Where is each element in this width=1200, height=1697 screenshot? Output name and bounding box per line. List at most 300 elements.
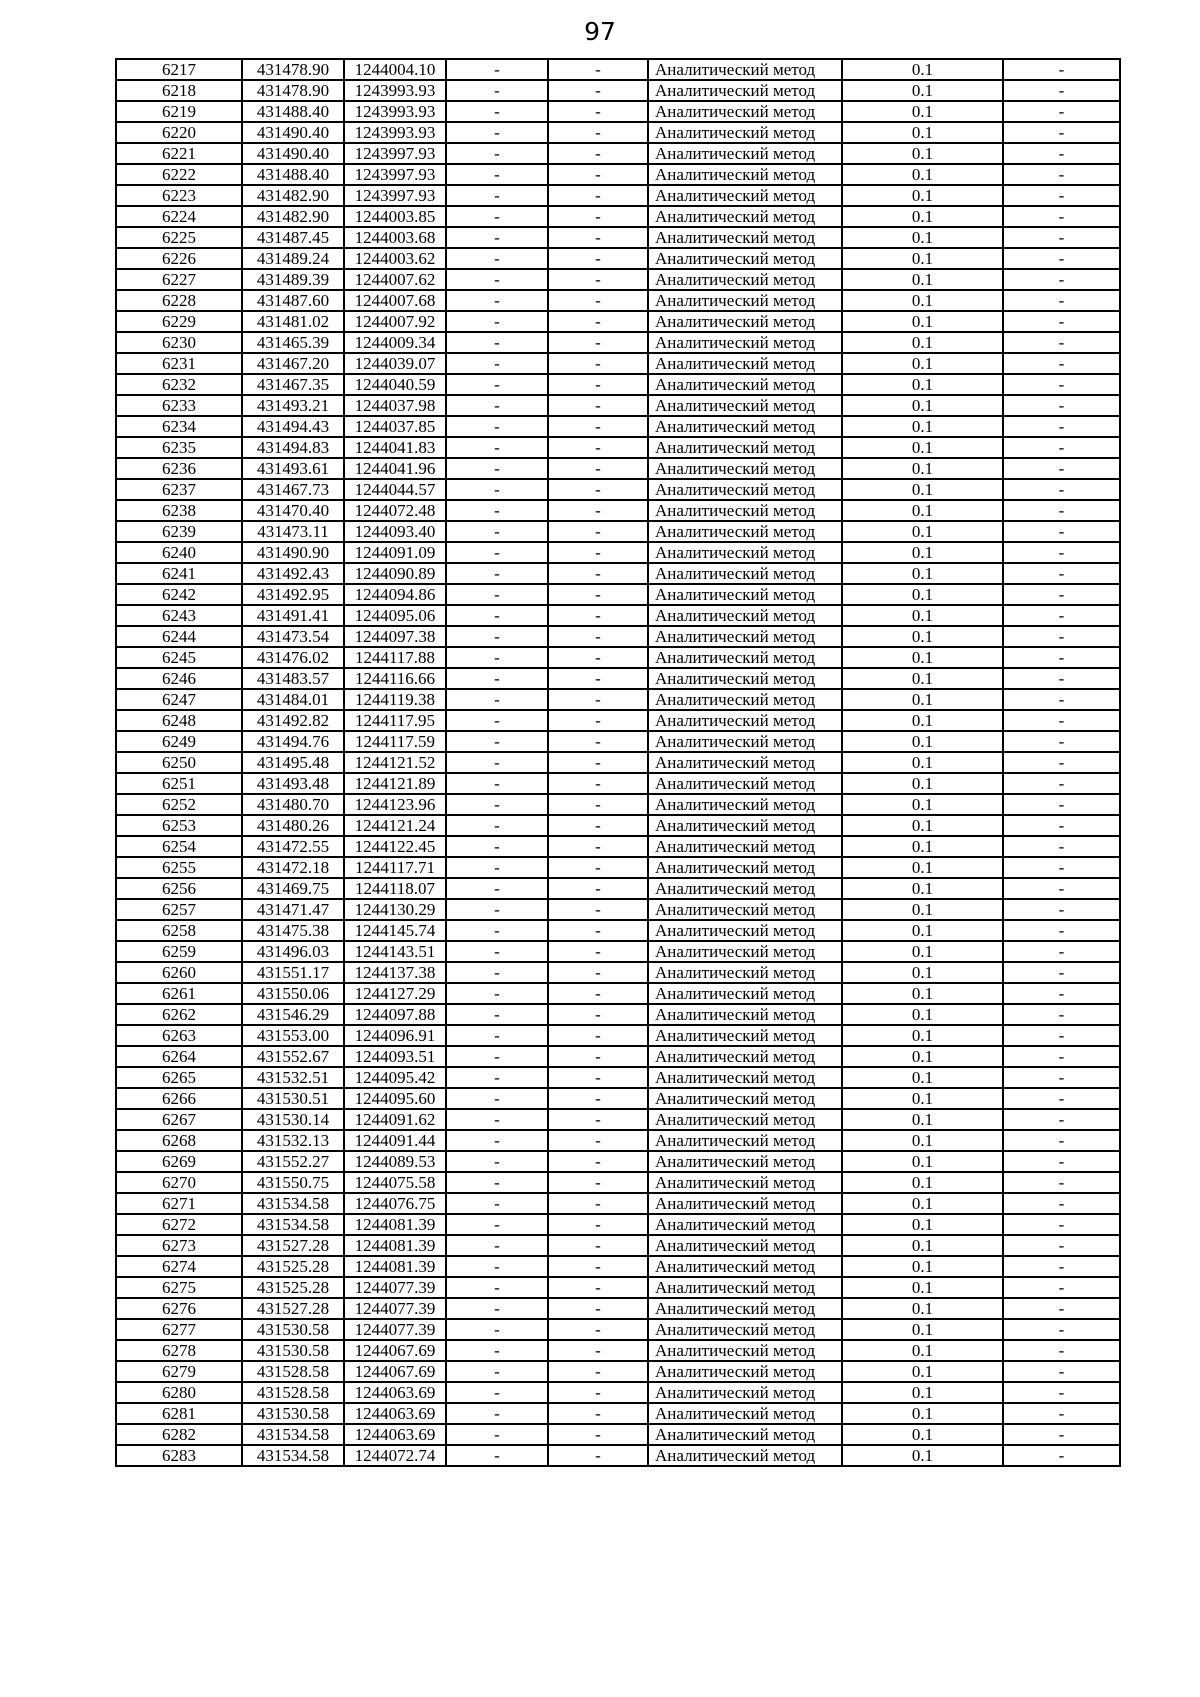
empty-cell-b: -: [548, 1235, 648, 1256]
empty-cell-b: -: [548, 878, 648, 899]
accuracy-cell: 0.1: [842, 143, 1003, 164]
accuracy-cell: 0.1: [842, 416, 1003, 437]
point-number-cell: 6235: [116, 437, 242, 458]
empty-cell-b: -: [548, 689, 648, 710]
empty-cell-a: -: [446, 668, 548, 689]
empty-cell-b: -: [548, 899, 648, 920]
empty-cell-c: -: [1003, 353, 1120, 374]
empty-cell-c: -: [1003, 290, 1120, 311]
y-coordinate-cell: 1244117.88: [344, 647, 446, 668]
y-coordinate-cell: 1244063.69: [344, 1403, 446, 1424]
accuracy-cell: 0.1: [842, 815, 1003, 836]
x-coordinate-cell: 431496.03: [242, 941, 344, 962]
accuracy-cell: 0.1: [842, 1109, 1003, 1130]
y-coordinate-cell: 1243997.93: [344, 143, 446, 164]
empty-cell-c: -: [1003, 1361, 1120, 1382]
method-cell: Аналитический метод: [648, 1088, 842, 1109]
x-coordinate-cell: 431473.11: [242, 521, 344, 542]
empty-cell-c: -: [1003, 542, 1120, 563]
empty-cell-c: -: [1003, 521, 1120, 542]
y-coordinate-cell: 1244097.88: [344, 1004, 446, 1025]
method-cell: Аналитический метод: [648, 185, 842, 206]
empty-cell-a: -: [446, 689, 548, 710]
accuracy-cell: 0.1: [842, 1319, 1003, 1340]
method-cell: Аналитический метод: [648, 1277, 842, 1298]
table-row: [116, 248, 1120, 269]
table-row: [116, 500, 1120, 521]
empty-cell-a: -: [446, 185, 548, 206]
x-coordinate-cell: 431528.58: [242, 1361, 344, 1382]
empty-cell-a: -: [446, 143, 548, 164]
empty-cell-c: -: [1003, 1214, 1120, 1235]
empty-cell-c: -: [1003, 1424, 1120, 1445]
point-number-cell: 6270: [116, 1172, 242, 1193]
empty-cell-c: -: [1003, 710, 1120, 731]
y-coordinate-cell: 1244009.34: [344, 332, 446, 353]
table-row: [116, 1109, 1120, 1130]
y-coordinate-cell: 1244130.29: [344, 899, 446, 920]
empty-cell-b: -: [548, 605, 648, 626]
point-number-cell: 6233: [116, 395, 242, 416]
y-coordinate-cell: 1244004.10: [344, 59, 446, 80]
y-coordinate-cell: 1243993.93: [344, 122, 446, 143]
empty-cell-b: -: [548, 584, 648, 605]
accuracy-cell: 0.1: [842, 689, 1003, 710]
x-coordinate-cell: 431495.48: [242, 752, 344, 773]
empty-cell-c: -: [1003, 836, 1120, 857]
accuracy-cell: 0.1: [842, 1403, 1003, 1424]
accuracy-cell: 0.1: [842, 857, 1003, 878]
table-body: [116, 59, 1120, 1466]
x-coordinate-cell: 431551.17: [242, 962, 344, 983]
point-number-cell: 6240: [116, 542, 242, 563]
x-coordinate-cell: 431472.18: [242, 857, 344, 878]
table-row: [116, 836, 1120, 857]
x-coordinate-cell: 431487.60: [242, 290, 344, 311]
x-coordinate-cell: 431467.73: [242, 479, 344, 500]
empty-cell-b: -: [548, 1046, 648, 1067]
accuracy-cell: 0.1: [842, 731, 1003, 752]
table-row: [116, 1340, 1120, 1361]
method-cell: Аналитический метод: [648, 1361, 842, 1382]
empty-cell-c: -: [1003, 479, 1120, 500]
y-coordinate-cell: 1244091.09: [344, 542, 446, 563]
x-coordinate-cell: 431465.39: [242, 332, 344, 353]
x-coordinate-cell: 431489.24: [242, 248, 344, 269]
x-coordinate-cell: 431552.67: [242, 1046, 344, 1067]
x-coordinate-cell: 431478.90: [242, 59, 344, 80]
empty-cell-c: -: [1003, 143, 1120, 164]
table-row: [116, 710, 1120, 731]
empty-cell-b: -: [548, 731, 648, 752]
empty-cell-b: -: [548, 542, 648, 563]
point-number-cell: 6263: [116, 1025, 242, 1046]
accuracy-cell: 0.1: [842, 1277, 1003, 1298]
point-number-cell: 6247: [116, 689, 242, 710]
x-coordinate-cell: 431534.58: [242, 1193, 344, 1214]
y-coordinate-cell: 1244137.38: [344, 962, 446, 983]
empty-cell-a: -: [446, 1382, 548, 1403]
empty-cell-b: -: [548, 794, 648, 815]
accuracy-cell: 0.1: [842, 101, 1003, 122]
empty-cell-b: -: [548, 1214, 648, 1235]
empty-cell-a: -: [446, 1130, 548, 1151]
table-row: [116, 1130, 1120, 1151]
empty-cell-a: -: [446, 122, 548, 143]
x-coordinate-cell: 431482.90: [242, 185, 344, 206]
empty-cell-a: -: [446, 752, 548, 773]
point-number-cell: 6241: [116, 563, 242, 584]
empty-cell-c: -: [1003, 395, 1120, 416]
empty-cell-c: -: [1003, 941, 1120, 962]
method-cell: Аналитический метод: [648, 353, 842, 374]
empty-cell-c: -: [1003, 1382, 1120, 1403]
empty-cell-c: -: [1003, 773, 1120, 794]
empty-cell-c: -: [1003, 269, 1120, 290]
x-coordinate-cell: 431493.48: [242, 773, 344, 794]
accuracy-cell: 0.1: [842, 1340, 1003, 1361]
x-coordinate-cell: 431525.28: [242, 1277, 344, 1298]
point-number-cell: 6232: [116, 374, 242, 395]
point-number-cell: 6244: [116, 626, 242, 647]
point-number-cell: 6224: [116, 206, 242, 227]
table-row: [116, 1004, 1120, 1025]
accuracy-cell: 0.1: [842, 458, 1003, 479]
empty-cell-b: -: [548, 962, 648, 983]
table-row: [116, 899, 1120, 920]
empty-cell-a: -: [446, 920, 548, 941]
method-cell: Аналитический метод: [648, 983, 842, 1004]
y-coordinate-cell: 1244007.92: [344, 311, 446, 332]
empty-cell-b: -: [548, 269, 648, 290]
empty-cell-a: -: [446, 1424, 548, 1445]
empty-cell-c: -: [1003, 1235, 1120, 1256]
table-row: [116, 1151, 1120, 1172]
empty-cell-a: -: [446, 731, 548, 752]
method-cell: Аналитический метод: [648, 836, 842, 857]
method-cell: Аналитический метод: [648, 416, 842, 437]
table-row: [116, 794, 1120, 815]
empty-cell-b: -: [548, 647, 648, 668]
table-row: [116, 164, 1120, 185]
empty-cell-b: -: [548, 1172, 648, 1193]
point-number-cell: 6239: [116, 521, 242, 542]
x-coordinate-cell: 431483.57: [242, 668, 344, 689]
method-cell: Аналитический метод: [648, 668, 842, 689]
method-cell: Аналитический метод: [648, 1004, 842, 1025]
empty-cell-c: -: [1003, 1046, 1120, 1067]
point-number-cell: 6249: [116, 731, 242, 752]
empty-cell-a: -: [446, 1067, 548, 1088]
method-cell: Аналитический метод: [648, 626, 842, 647]
accuracy-cell: 0.1: [842, 59, 1003, 80]
coordinates-table: [115, 58, 1121, 1467]
x-coordinate-cell: 431467.20: [242, 353, 344, 374]
y-coordinate-cell: 1244075.58: [344, 1172, 446, 1193]
x-coordinate-cell: 431530.51: [242, 1088, 344, 1109]
empty-cell-a: -: [446, 1298, 548, 1319]
y-coordinate-cell: 1244067.69: [344, 1361, 446, 1382]
x-coordinate-cell: 431492.43: [242, 563, 344, 584]
accuracy-cell: 0.1: [842, 122, 1003, 143]
empty-cell-a: -: [446, 374, 548, 395]
point-number-cell: 6261: [116, 983, 242, 1004]
y-coordinate-cell: 1244063.69: [344, 1382, 446, 1403]
empty-cell-a: -: [446, 563, 548, 584]
empty-cell-c: -: [1003, 689, 1120, 710]
method-cell: Аналитический метод: [648, 143, 842, 164]
table-row: [116, 1403, 1120, 1424]
empty-cell-c: -: [1003, 122, 1120, 143]
empty-cell-a: -: [446, 584, 548, 605]
method-cell: Аналитический метод: [648, 395, 842, 416]
point-number-cell: 6251: [116, 773, 242, 794]
point-number-cell: 6226: [116, 248, 242, 269]
point-number-cell: 6260: [116, 962, 242, 983]
method-cell: Аналитический метод: [648, 122, 842, 143]
table-row: [116, 1025, 1120, 1046]
x-coordinate-cell: 431530.58: [242, 1319, 344, 1340]
method-cell: Аналитический метод: [648, 521, 842, 542]
point-number-cell: 6259: [116, 941, 242, 962]
point-number-cell: 6282: [116, 1424, 242, 1445]
empty-cell-c: -: [1003, 857, 1120, 878]
empty-cell-b: -: [548, 1067, 648, 1088]
empty-cell-b: -: [548, 668, 648, 689]
accuracy-cell: 0.1: [842, 1067, 1003, 1088]
y-coordinate-cell: 1244003.62: [344, 248, 446, 269]
empty-cell-b: -: [548, 500, 648, 521]
x-coordinate-cell: 431469.75: [242, 878, 344, 899]
empty-cell-a: -: [446, 1109, 548, 1130]
x-coordinate-cell: 431550.06: [242, 983, 344, 1004]
point-number-cell: 6273: [116, 1235, 242, 1256]
method-cell: Аналитический метод: [648, 1046, 842, 1067]
method-cell: Аналитический метод: [648, 647, 842, 668]
y-coordinate-cell: 1244127.29: [344, 983, 446, 1004]
table-row: [116, 584, 1120, 605]
point-number-cell: 6275: [116, 1277, 242, 1298]
empty-cell-b: -: [548, 185, 648, 206]
accuracy-cell: 0.1: [842, 1151, 1003, 1172]
empty-cell-b: -: [548, 1361, 648, 1382]
empty-cell-c: -: [1003, 668, 1120, 689]
point-number-cell: 6237: [116, 479, 242, 500]
empty-cell-b: -: [548, 626, 648, 647]
empty-cell-b: -: [548, 101, 648, 122]
table-row: [116, 290, 1120, 311]
method-cell: Аналитический метод: [648, 1445, 842, 1466]
table-row: [116, 101, 1120, 122]
empty-cell-a: -: [446, 59, 548, 80]
empty-cell-c: -: [1003, 1130, 1120, 1151]
empty-cell-a: -: [446, 1025, 548, 1046]
table-row: [116, 878, 1120, 899]
y-coordinate-cell: 1244117.95: [344, 710, 446, 731]
empty-cell-c: -: [1003, 878, 1120, 899]
point-number-cell: 6222: [116, 164, 242, 185]
table-row: [116, 1214, 1120, 1235]
accuracy-cell: 0.1: [842, 206, 1003, 227]
empty-cell-a: -: [446, 500, 548, 521]
method-cell: Аналитический метод: [648, 1109, 842, 1130]
table-row: [116, 1319, 1120, 1340]
empty-cell-c: -: [1003, 563, 1120, 584]
y-coordinate-cell: 1244095.42: [344, 1067, 446, 1088]
table-row: [116, 479, 1120, 500]
empty-cell-c: -: [1003, 500, 1120, 521]
point-number-cell: 6271: [116, 1193, 242, 1214]
point-number-cell: 6283: [116, 1445, 242, 1466]
table-row: [116, 920, 1120, 941]
empty-cell-b: -: [548, 1109, 648, 1130]
empty-cell-c: -: [1003, 1319, 1120, 1340]
table-row: [116, 1046, 1120, 1067]
y-coordinate-cell: 1244091.62: [344, 1109, 446, 1130]
table-row: [116, 857, 1120, 878]
empty-cell-b: -: [548, 311, 648, 332]
point-number-cell: 6221: [116, 143, 242, 164]
empty-cell-a: -: [446, 1214, 548, 1235]
method-cell: Аналитический метод: [648, 290, 842, 311]
table-row: [116, 1256, 1120, 1277]
x-coordinate-cell: 431475.38: [242, 920, 344, 941]
y-coordinate-cell: 1244116.66: [344, 668, 446, 689]
empty-cell-c: -: [1003, 899, 1120, 920]
accuracy-cell: 0.1: [842, 227, 1003, 248]
method-cell: Аналитический метод: [648, 1403, 842, 1424]
point-number-cell: 6242: [116, 584, 242, 605]
empty-cell-a: -: [446, 101, 548, 122]
y-coordinate-cell: 1244094.86: [344, 584, 446, 605]
accuracy-cell: 0.1: [842, 1361, 1003, 1382]
x-coordinate-cell: 431490.40: [242, 143, 344, 164]
empty-cell-b: -: [548, 122, 648, 143]
y-coordinate-cell: 1243997.93: [344, 164, 446, 185]
table-row: [116, 563, 1120, 584]
point-number-cell: 6265: [116, 1067, 242, 1088]
table-row: [116, 311, 1120, 332]
y-coordinate-cell: 1244118.07: [344, 878, 446, 899]
empty-cell-b: -: [548, 773, 648, 794]
y-coordinate-cell: 1244121.52: [344, 752, 446, 773]
empty-cell-c: -: [1003, 920, 1120, 941]
empty-cell-a: -: [446, 815, 548, 836]
empty-cell-b: -: [548, 1382, 648, 1403]
point-number-cell: 6225: [116, 227, 242, 248]
y-coordinate-cell: 1244117.71: [344, 857, 446, 878]
empty-cell-b: -: [548, 1403, 648, 1424]
empty-cell-c: -: [1003, 206, 1120, 227]
method-cell: Аналитический метод: [648, 710, 842, 731]
empty-cell-a: -: [446, 269, 548, 290]
empty-cell-a: -: [446, 878, 548, 899]
empty-cell-a: -: [446, 416, 548, 437]
empty-cell-c: -: [1003, 1025, 1120, 1046]
empty-cell-a: -: [446, 437, 548, 458]
empty-cell-b: -: [548, 1424, 648, 1445]
x-coordinate-cell: 431494.83: [242, 437, 344, 458]
y-coordinate-cell: 1244081.39: [344, 1214, 446, 1235]
empty-cell-a: -: [446, 479, 548, 500]
accuracy-cell: 0.1: [842, 1445, 1003, 1466]
empty-cell-b: -: [548, 416, 648, 437]
table-row: [116, 1088, 1120, 1109]
point-number-cell: 6223: [116, 185, 242, 206]
empty-cell-a: -: [446, 248, 548, 269]
x-coordinate-cell: 431494.43: [242, 416, 344, 437]
x-coordinate-cell: 431491.41: [242, 605, 344, 626]
point-number-cell: 6277: [116, 1319, 242, 1340]
table-row: [116, 437, 1120, 458]
accuracy-cell: 0.1: [842, 563, 1003, 584]
table-row: [116, 395, 1120, 416]
empty-cell-a: -: [446, 647, 548, 668]
point-number-cell: 6279: [116, 1361, 242, 1382]
x-coordinate-cell: 431530.58: [242, 1403, 344, 1424]
empty-cell-b: -: [548, 164, 648, 185]
empty-cell-c: -: [1003, 101, 1120, 122]
x-coordinate-cell: 431488.40: [242, 164, 344, 185]
y-coordinate-cell: 1244037.98: [344, 395, 446, 416]
table-row: [116, 1361, 1120, 1382]
accuracy-cell: 0.1: [842, 1235, 1003, 1256]
method-cell: Аналитический метод: [648, 584, 842, 605]
empty-cell-a: -: [446, 983, 548, 1004]
empty-cell-c: -: [1003, 185, 1120, 206]
method-cell: Аналитический метод: [648, 437, 842, 458]
table-row: [116, 269, 1120, 290]
table-row: [116, 1382, 1120, 1403]
point-number-cell: 6245: [116, 647, 242, 668]
empty-cell-a: -: [446, 1256, 548, 1277]
empty-cell-b: -: [548, 458, 648, 479]
x-coordinate-cell: 431493.61: [242, 458, 344, 479]
empty-cell-a: -: [446, 857, 548, 878]
table-row: [116, 962, 1120, 983]
method-cell: Аналитический метод: [648, 605, 842, 626]
empty-cell-b: -: [548, 752, 648, 773]
empty-cell-c: -: [1003, 80, 1120, 101]
point-number-cell: 6250: [116, 752, 242, 773]
point-number-cell: 6255: [116, 857, 242, 878]
y-coordinate-cell: 1244077.39: [344, 1277, 446, 1298]
x-coordinate-cell: 431480.26: [242, 815, 344, 836]
empty-cell-c: -: [1003, 1193, 1120, 1214]
point-number-cell: 6252: [116, 794, 242, 815]
accuracy-cell: 0.1: [842, 584, 1003, 605]
empty-cell-c: -: [1003, 752, 1120, 773]
point-number-cell: 6229: [116, 311, 242, 332]
y-coordinate-cell: 1244007.62: [344, 269, 446, 290]
empty-cell-b: -: [548, 857, 648, 878]
point-number-cell: 6220: [116, 122, 242, 143]
accuracy-cell: 0.1: [842, 1004, 1003, 1025]
method-cell: Аналитический метод: [648, 899, 842, 920]
table-row: [116, 542, 1120, 563]
accuracy-cell: 0.1: [842, 1130, 1003, 1151]
y-coordinate-cell: 1244096.91: [344, 1025, 446, 1046]
x-coordinate-cell: 431473.54: [242, 626, 344, 647]
point-number-cell: 6274: [116, 1256, 242, 1277]
empty-cell-a: -: [446, 395, 548, 416]
table-row: [116, 1067, 1120, 1088]
empty-cell-c: -: [1003, 1340, 1120, 1361]
method-cell: Аналитический метод: [648, 1025, 842, 1046]
accuracy-cell: 0.1: [842, 752, 1003, 773]
empty-cell-c: -: [1003, 1298, 1120, 1319]
empty-cell-c: -: [1003, 815, 1120, 836]
